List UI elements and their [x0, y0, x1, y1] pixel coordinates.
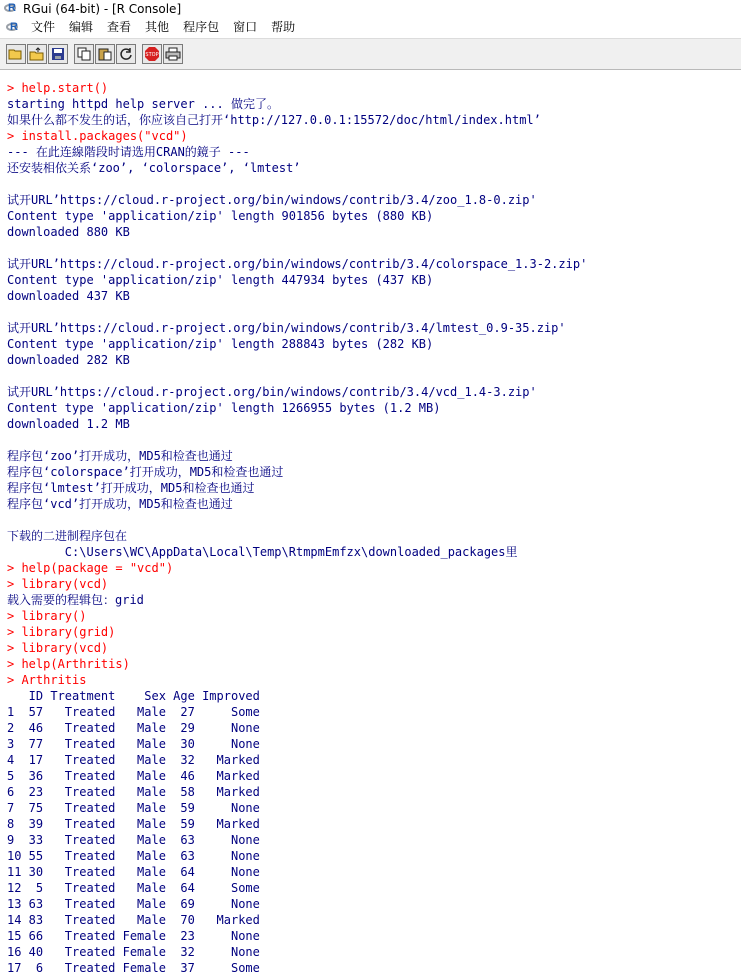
console-output-line: 2 46 Treated Male 29 None	[7, 721, 260, 735]
menu-bar	[0, 17, 741, 38]
console-output-line: 8 39 Treated Male 59 Marked	[7, 817, 260, 831]
console-command-line: > library(vcd)	[7, 641, 109, 655]
console-output-line: 7 75 Treated Male 59 None	[7, 801, 260, 815]
console-blank-line	[0, 368, 741, 384]
toolbar	[0, 38, 741, 70]
console-output-line: 试开URL’https://cloud.r-project.org/bin/windows/contrib/3.4/lmtest_0.9-35.zip'	[7, 321, 566, 335]
menu-packages[interactable]: 程序包	[183, 20, 220, 34]
folder-open-icon	[8, 47, 24, 61]
load-icon	[29, 47, 45, 61]
copy-button[interactable]	[74, 44, 94, 64]
copy-icon	[77, 47, 91, 61]
printer-icon	[165, 47, 181, 61]
paste-icon	[98, 47, 112, 61]
console-output-line: 13 63 Treated Male 69 None	[7, 897, 260, 911]
console-output-line: 14 83 Treated Male 70 Marked	[7, 913, 260, 927]
title-bar	[0, 0, 741, 17]
console-output-line: 6 23 Treated Male 58 Marked	[7, 785, 260, 799]
console-output-line: 试开URL’https://cloud.r-project.org/bin/windows/contrib/3.4/zoo_1.8-0.zip'	[7, 193, 537, 207]
console-output-line: 载入需要的程辑包：grid	[7, 593, 144, 607]
console-output-line: 试开URL’https://cloud.r-project.org/bin/windows/contrib/3.4/vcd_1.4-3.zip'	[7, 385, 537, 399]
console-command-line: > library()	[7, 609, 87, 623]
console-output-line: 程序包‘colorspace’打开成功，MD5和检查也通过	[7, 465, 284, 479]
console-output-line: downloaded 880 KB	[7, 225, 130, 239]
console-command-line: > help(Arthritis)	[7, 657, 130, 671]
menu-edit[interactable]: 编辑	[69, 20, 94, 34]
r-logo-icon: R	[4, 3, 18, 15]
menu-windows[interactable]: 窗口	[233, 20, 258, 34]
console-output-line: downloaded 437 KB	[7, 289, 130, 303]
menu-help[interactable]: 帮助	[271, 20, 296, 34]
r-console-icon[interactable]: R	[6, 22, 20, 34]
console-output-line: 5 36 Treated Male 46 Marked	[7, 769, 260, 783]
console-blank-line	[0, 176, 741, 192]
console-output-line: 下载的二进制程序包在	[7, 529, 128, 543]
copy-paste-button[interactable]	[116, 44, 136, 64]
svg-text:STOP: STOP	[145, 52, 159, 58]
console-output-line: 17 6 Treated Female 37 Some	[7, 961, 260, 975]
console-command-line: > library(grid)	[7, 625, 116, 639]
window-title: RGui (64-bit) - [R Console]	[23, 1, 182, 16]
console-output-line: Content type 'application/zip' length 901856 bytes (880 KB)	[7, 209, 434, 223]
console-blank-line	[0, 240, 741, 256]
console-output-line: 1 57 Treated Male 27 Some	[7, 705, 260, 719]
console-output-line: 16 40 Treated Female 32 None	[7, 945, 260, 959]
console-output-line: 程序包‘zoo’打开成功，MD5和检查也通过	[7, 449, 233, 463]
console-blank-line	[0, 512, 741, 528]
console-output-line: Content type 'application/zip' length 447934 bytes (437 KB)	[7, 273, 434, 287]
paste-button[interactable]	[95, 44, 115, 64]
console-output-line: downloaded 282 KB	[7, 353, 130, 367]
console-output-line: 还安装相依关系‘zoo’, ‘colorspace’, ‘lmtest’	[7, 161, 301, 175]
console-output-line: --- 在此连線階段时请选用CRAN的鏡子 ---	[7, 145, 250, 159]
console-output-line: 9 33 Treated Male 63 None	[7, 833, 260, 847]
console-output-line: 程序包‘lmtest’打开成功，MD5和检查也通过	[7, 481, 255, 495]
console-output-line: 如果什么都不发生的话，你应该自己打开‘http://127.0.0.1:15572/doc/html/index.html’	[7, 113, 541, 127]
console-command-line: > install.packages("vcd")	[7, 129, 188, 143]
load-workspace-button[interactable]	[27, 44, 47, 64]
console-command-line: > Arthritis	[7, 673, 87, 687]
menu-view[interactable]: 查看	[107, 20, 132, 34]
stop-button[interactable]	[142, 44, 162, 64]
console-output-line: 4 17 Treated Male 32 Marked	[7, 753, 260, 767]
console-output-line: 试开URL’https://cloud.r-project.org/bin/windows/contrib/3.4/colorspace_1.3-2.zip'	[7, 257, 588, 271]
console-output-line: 程序包‘vcd’打开成功，MD5和检查也通过	[7, 497, 233, 511]
menu-file[interactable]: 文件	[31, 20, 56, 34]
open-script-button[interactable]	[6, 44, 26, 64]
console-blank-line	[0, 304, 741, 320]
console-output-line: downloaded 1.2 MB	[7, 417, 130, 431]
console-output-line: starting httpd help server ... 做完了。	[7, 97, 279, 111]
print-button[interactable]	[163, 44, 183, 64]
console-blank-line	[0, 432, 741, 448]
save-icon	[51, 47, 65, 61]
r-console-output[interactable]	[0, 80, 741, 975]
console-command-line: > help(package = "vcd")	[7, 561, 174, 575]
console-output-line: Content type 'application/zip' length 288843 bytes (282 KB)	[7, 337, 434, 351]
menu-misc[interactable]: 其他	[145, 20, 170, 34]
console-output-line: ID Treatment Sex Age Improved	[7, 689, 260, 703]
console-output-line: 12 5 Treated Male 64 Some	[7, 881, 260, 895]
console-output-line: 11 30 Treated Male 64 None	[7, 865, 260, 879]
console-output-line: C:\Users\WC\AppData\Local\Temp\RtmpmEmfzx\downloaded_packages里	[7, 545, 518, 559]
save-workspace-button[interactable]	[48, 44, 68, 64]
console-command-line: > library(vcd)	[7, 577, 109, 591]
stop-icon	[144, 46, 160, 62]
console-command-line: > help.start()	[7, 81, 109, 95]
console-output-line: 3 77 Treated Male 30 None	[7, 737, 260, 751]
console-output-line: 15 66 Treated Female 23 None	[7, 929, 260, 943]
console-output-line: Content type 'application/zip' length 1266955 bytes (1.2 MB)	[7, 401, 441, 415]
console-output-line: 10 55 Treated Male 63 None	[7, 849, 260, 863]
refresh-icon	[119, 47, 133, 61]
